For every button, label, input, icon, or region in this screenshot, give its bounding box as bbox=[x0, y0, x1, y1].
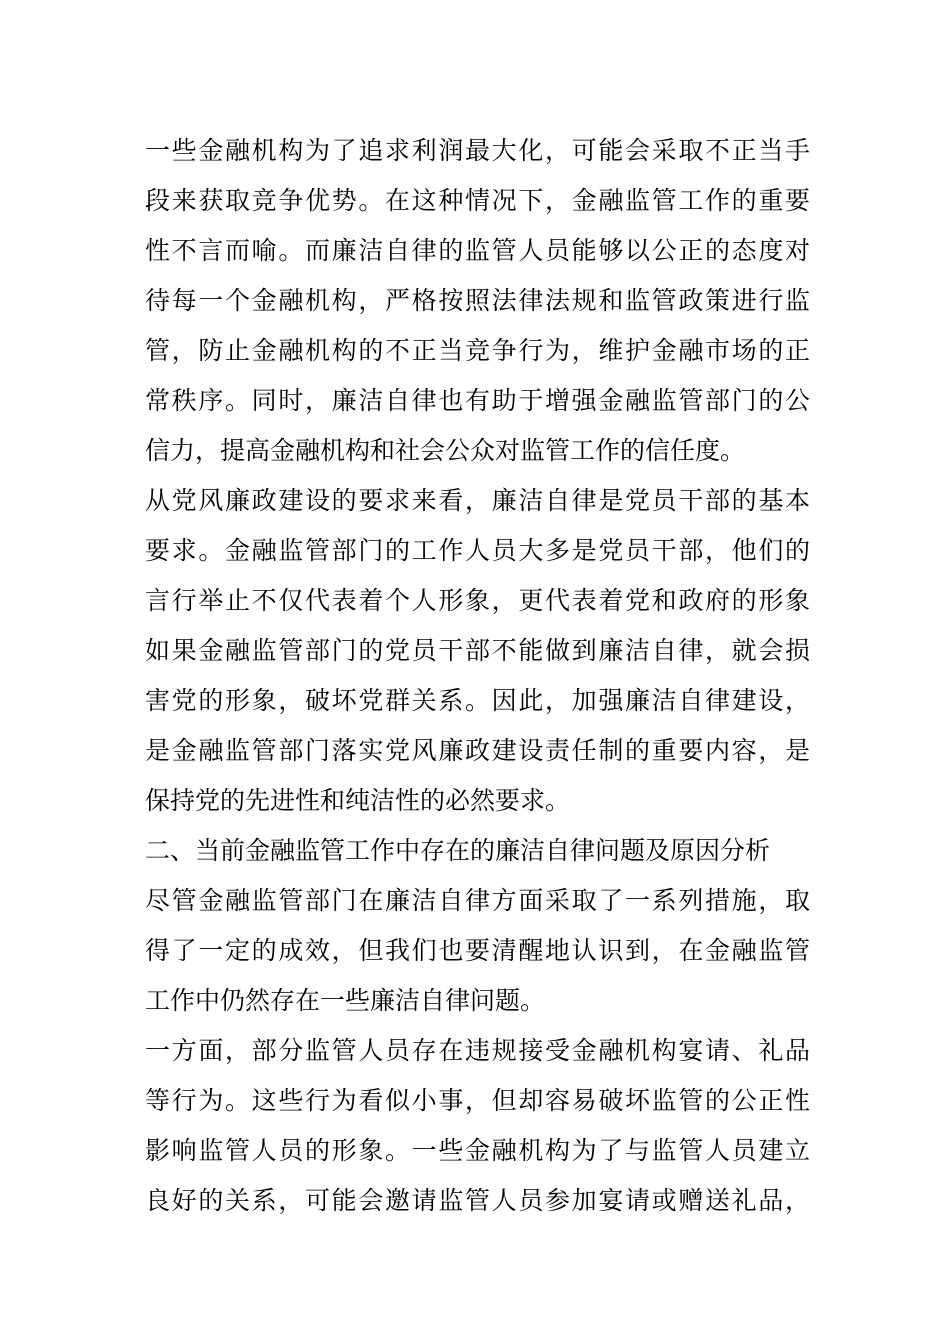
text-line: 从党风廉政建设的要求来看，廉洁自律是党员干部的基本 bbox=[145, 486, 810, 515]
text-line: 工作中仍然存在一些廉洁自律问题。 bbox=[145, 986, 546, 1015]
text-line: 尽管金融监管部门在廉洁自律方面采取了一系列措施，取 bbox=[145, 886, 810, 915]
text-line: 良好的关系，可能会邀请监管人员参加宴请或赠送礼品， bbox=[145, 1186, 810, 1215]
paragraph-party-conduct-requirement bbox=[145, 476, 810, 826]
text-line: 等行为。这些行为看似小事，但却容易破坏监管的公正性 bbox=[145, 1086, 810, 1115]
text-line: 待每一个金融机构，严格按照法律法规和监管政策进行监 bbox=[145, 286, 810, 315]
paragraph-gifts-and-banquets bbox=[145, 1026, 810, 1226]
text-line: 常秩序。同时，廉洁自律也有助于增强金融监管部门的公 bbox=[145, 386, 810, 415]
document-body bbox=[145, 126, 810, 1226]
text-line: 性不言而喻。而廉洁自律的监管人员能够以公正的态度对 bbox=[145, 236, 810, 265]
text-line: 影响监管人员的形象。一些金融机构为了与监管人员建立 bbox=[145, 1136, 810, 1165]
text-line: 一方面，部分监管人员存在违规接受金融机构宴请、礼品 bbox=[145, 1036, 810, 1065]
section-heading-text: 二、当前金融监管工作中存在的廉洁自律问题及原因分析 bbox=[145, 836, 771, 865]
text-line: 管，防止金融机构的不正当竞争行为，维护金融市场的正 bbox=[145, 336, 810, 365]
text-line: 害党的形象，破坏党群关系。因此，加强廉洁自律建设， bbox=[145, 686, 810, 715]
paragraph-financial-regulation-importance bbox=[145, 126, 810, 476]
section-heading bbox=[145, 826, 810, 876]
text-line: 要求。金融监管部门的工作人员大多是党员干部，他们的 bbox=[145, 536, 810, 565]
text-line: 段来获取竞争优势。在这种情况下，金融监管工作的重要 bbox=[145, 186, 810, 215]
text-line: 一些金融机构为了追求利润最大化，可能会采取不正当手 bbox=[145, 136, 810, 165]
text-line: 保持党的先进性和纯洁性的必然要求。 bbox=[145, 786, 571, 815]
text-line: 得了一定的成效，但我们也要清醒地认识到，在金融监管 bbox=[145, 936, 810, 965]
text-line: 是金融监管部门落实党风廉政建设责任制的重要内容，是 bbox=[145, 736, 810, 765]
text-line: 信力，提高金融机构和社会公众对监管工作的信任度。 bbox=[145, 436, 746, 465]
text-line: 如果金融监管部门的党员干部不能做到廉洁自律，就会损 bbox=[145, 636, 810, 665]
paragraph-existing-problems-intro bbox=[145, 876, 810, 1026]
text-line: 言行举止不仅代表着个人形象，更代表着党和政府的形象 bbox=[145, 586, 810, 615]
